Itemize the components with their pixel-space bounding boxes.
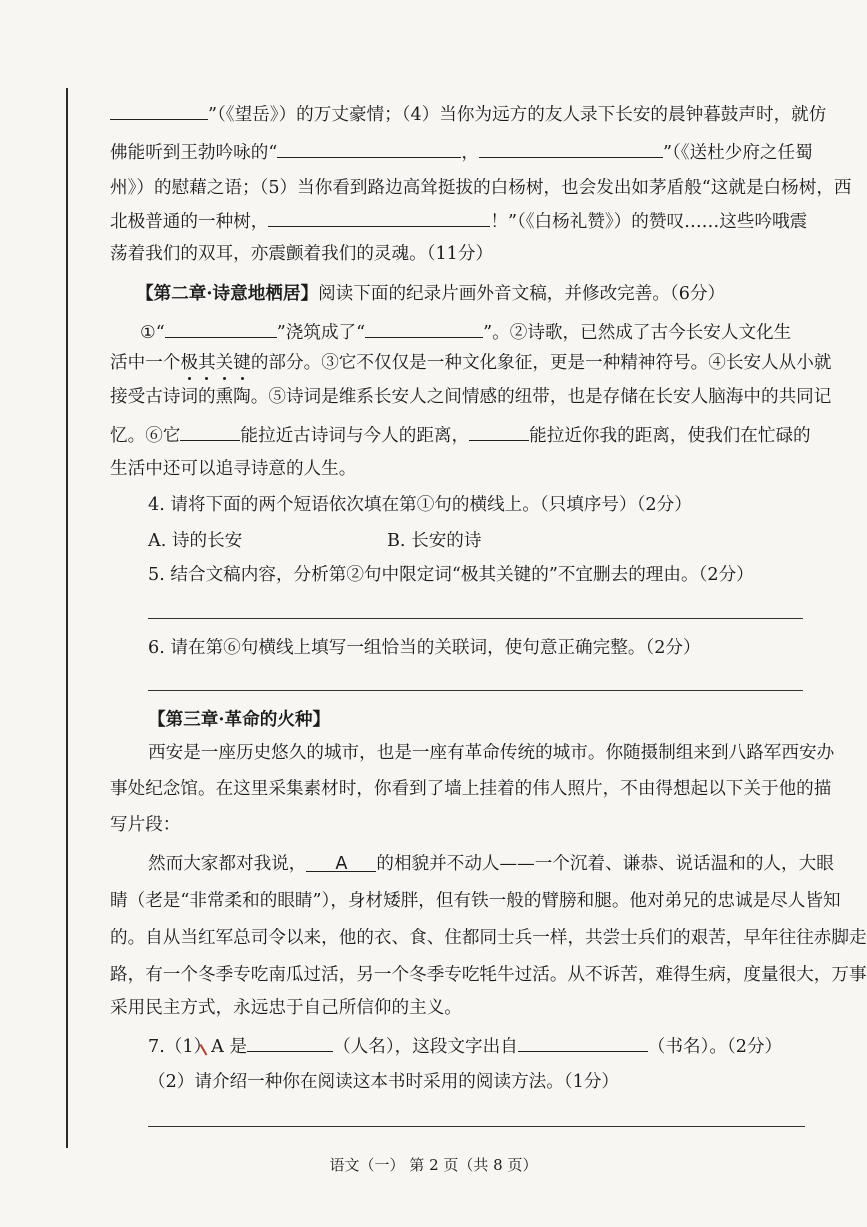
quote-line-4: 路，有一个冬季专吃南瓜过活，另一个冬季专吃牦牛过活。从不诉苦，难得生病，度量很大，万事 <box>110 965 867 985</box>
answer-blank[interactable] <box>469 425 529 441</box>
chapter-3-line-3: 写片段： <box>110 815 181 835</box>
page-footer: 语文（一） 第 2 页（共 8 页） <box>329 1156 538 1174</box>
answer-line-q5[interactable] <box>148 618 803 619</box>
question-4-option-a: A. 诗的长安 <box>148 531 243 551</box>
question-7-part-1: 7.（1）A 是 （人名），这段文字出自 （书名）。（2分） <box>148 1037 783 1057</box>
poem-fill-line-1: ”（《望岳》）的万丈豪情；（4）当你为远方的友人录下长安的晨钟暮鼓声时，就仿 <box>110 104 826 125</box>
question-4: 4. 请将下面的两个短语依次填在第①句的横线上。（只填序号）（2分） <box>148 495 692 515</box>
poem-fill-line-5: 荡着我们的双耳，亦震颤着我们的灵魂。（11分） <box>110 244 494 264</box>
poem-fill-line-2: 佛能听到王勃吟咏的“ ， ”（《送杜少府之任蜀 <box>110 143 813 163</box>
chapter-2-line-5: 生活中还可以追寻诗意的人生。 <box>110 459 357 479</box>
binding-margin-line <box>66 88 68 1148</box>
quote-line-5: 采用民主方式，永远忠于自己所信仰的主义。 <box>110 998 462 1018</box>
answer-blank[interactable] <box>110 104 208 120</box>
chapter-2-line-4: 忆。⑥它 能拉近古诗词与今人的距离， 能拉近你我的距离，使我们在忙碌的 <box>110 426 811 446</box>
chapter-3-line-2: 事处纪念馆。在这里采集素材时，你看到了墙上挂着的伟人照片，不由得想起以下关于他的描 <box>110 779 832 799</box>
answer-blank-book[interactable] <box>518 1036 648 1052</box>
quote-line-3: 的。自从当红军总司令以来，他的衣、食、住都同士兵一样，共尝士兵们的艰苦，早年往往赤脚走 <box>110 928 867 948</box>
chapter-2-line-1: ①“ ”浇筑成了“ ”。②诗歌，已然成了古今长安人文化生 <box>140 323 792 343</box>
poem-fill-line-4: 北极普通的一种树， ！”（《白杨礼赞》）的赞叹……这些吟哦震 <box>110 212 808 232</box>
answer-blank[interactable] <box>180 425 240 441</box>
answer-blank-name[interactable] <box>247 1036 333 1052</box>
chapter-2-line-2: 活中一个极其关键的部分。③它不仅仅是一种文化象征，更是一种精神符号。④长安人从小就 <box>110 353 832 373</box>
chapter-2-heading: 【第二章·诗意地栖居】阅读下面的纪录片画外音文稿，并修改完善。（6分） <box>136 283 726 304</box>
question-6: 6. 请在第⑥句横线上填写一组恰当的关联词，使句意正确完整。（2分） <box>148 638 701 658</box>
answer-blank[interactable] <box>277 142 461 158</box>
answer-blank[interactable] <box>365 322 483 338</box>
answer-blank[interactable] <box>479 142 663 158</box>
answer-blank[interactable] <box>165 322 277 338</box>
question-7-part-2: （2）请介绍一种你在阅读这本书时采用的阅读方法。（1分） <box>148 1072 620 1092</box>
chapter-3-heading: 【第三章·革命的火种】 <box>148 709 331 730</box>
chapter-3-line-1: 西安是一座历史悠久的城市，也是一座有革命传统的城市。你随摄制组来到八路军西安办 <box>148 743 835 763</box>
question-4-option-b: B. 长安的诗 <box>387 531 482 551</box>
quote-line-2: 睛（老是“非常柔和的眼睛”），身材矮胖，但有铁一般的臂膀和腿。他对弟兄的忠诚是尽人皆知 <box>110 891 841 911</box>
poem-fill-line-3: 州》）的慰藉之语；（5）当你看到路边高耸挺拔的白杨树，也会发出如茅盾般“这就是白杨树，西 <box>110 178 852 198</box>
answer-blank[interactable] <box>268 211 490 227</box>
question-5: 5. 结合文稿内容，分析第②句中限定词“极其关键的”不宜删去的理由。（2分） <box>148 565 754 585</box>
quote-line-1: 然而大家都对我说， A 的相貌并不动人——一个沉着、谦恭、说话温和的人，大眼 <box>148 854 834 874</box>
answer-line-q7[interactable] <box>148 1126 805 1127</box>
answer-line-q6[interactable] <box>148 690 803 691</box>
chapter-2-line-3: 接受古诗词的熏陶。⑤诗词是维系长安人之间情感的纽带，也是存储在长安人脑海中的共同记 <box>110 387 832 407</box>
blank-a[interactable]: A <box>306 856 376 872</box>
